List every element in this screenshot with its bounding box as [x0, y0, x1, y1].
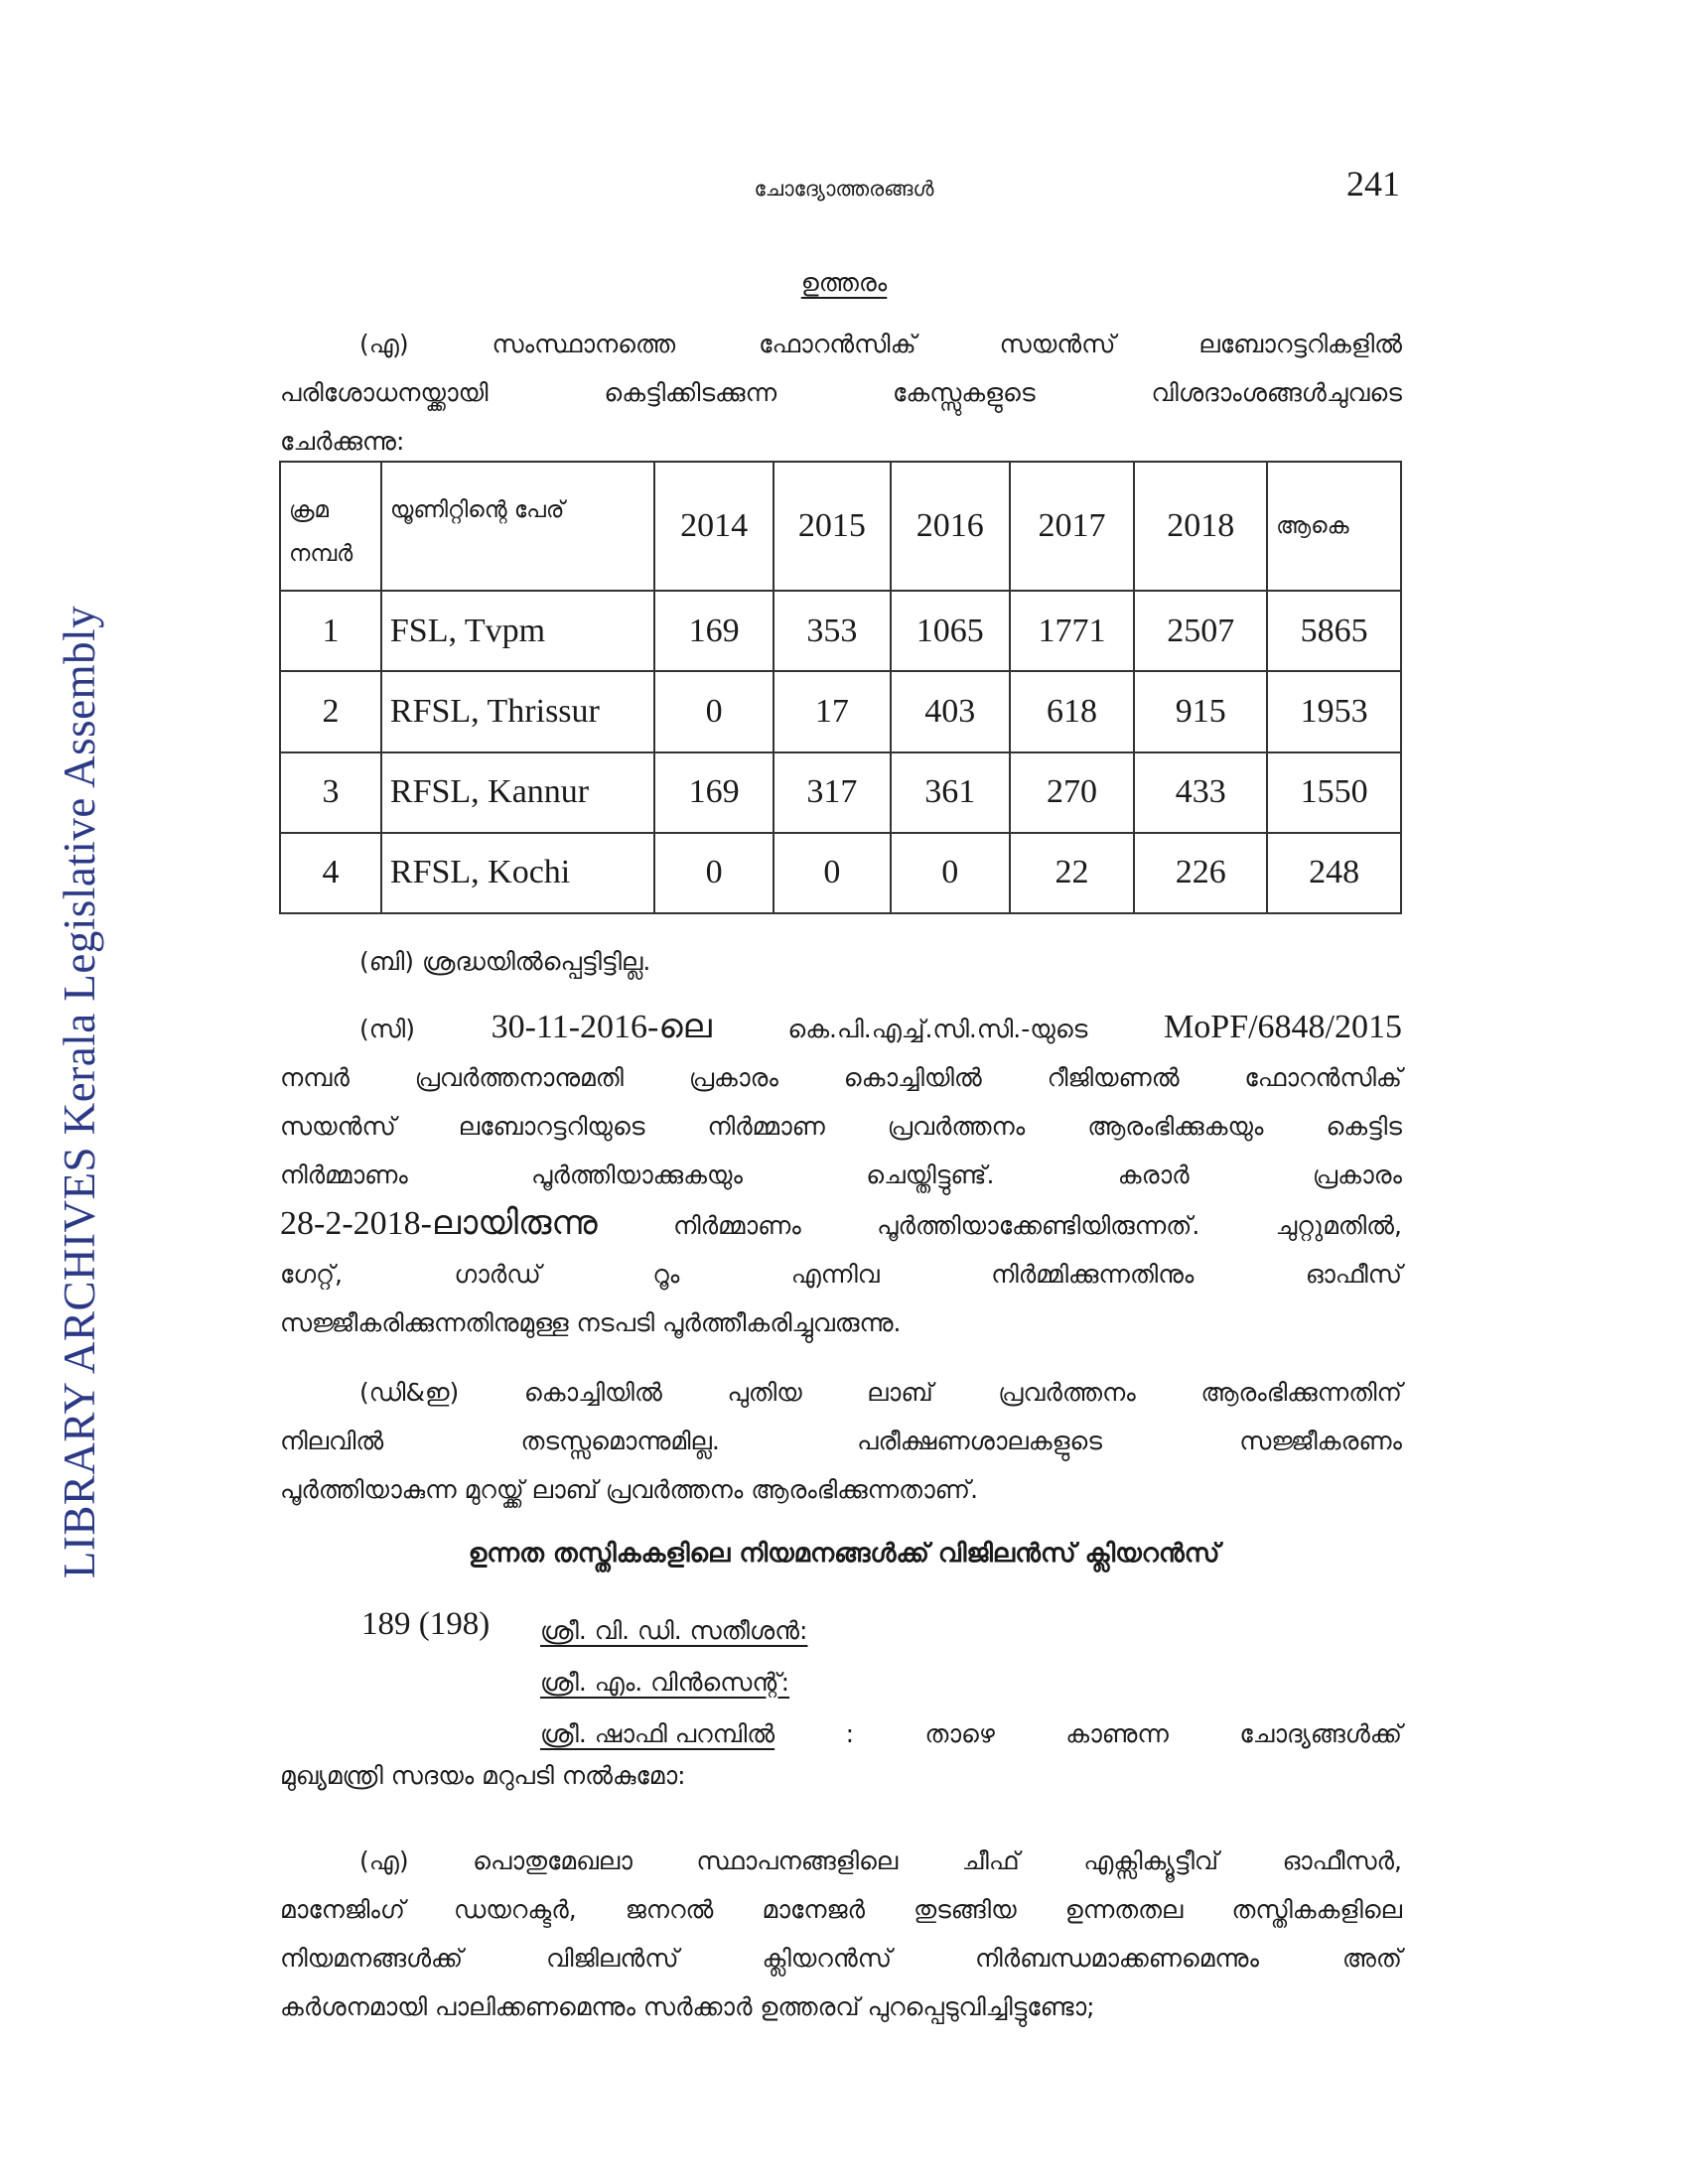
text: വിജിലൻസ് — [546, 1944, 679, 1973]
text: സയൻസ് — [999, 330, 1116, 358]
text: (എ) — [359, 1846, 409, 1875]
question-part-a — [280, 1837, 1402, 2031]
text: ഗേറ്റ്, — [280, 1260, 343, 1289]
text: റീജിയണൽ — [1047, 1063, 1180, 1092]
paragraph-line — [280, 368, 1402, 417]
paragraph-line: പൂർത്തിയാകുന്ന മുറയ്ക്ക് ലാബ് പ്രവർത്തനം ആരംഭിക്കുന്നതാണ്. — [280, 1475, 979, 1504]
text: കൊച്ചിയിൽ — [523, 1378, 662, 1407]
cell-total: 1550 — [1267, 752, 1401, 833]
text: ചെയ്തിട്ടുണ്ട്. — [866, 1160, 995, 1189]
text: : — [845, 1719, 855, 1748]
page-number: 241 — [1346, 164, 1400, 204]
paragraph-line — [280, 1151, 1402, 1199]
header-2014: 2014 — [654, 462, 774, 591]
cell-total: 248 — [1267, 833, 1401, 913]
cell-2015: 317 — [774, 752, 891, 833]
text: പൂർത്തിയാക്കേണ്ടിയിരുന്നത്. — [877, 1211, 1200, 1240]
text: ക്ലിയറൻസ് — [762, 1944, 893, 1973]
question-line — [280, 1600, 1402, 1652]
cell-2017: 618 — [1010, 671, 1135, 751]
text: പ്രകാരം — [688, 1063, 778, 1092]
paragraph-line: സജ്ജീകരിക്കുന്നതിനുമുള്ള നടപടി പൂർത്തീകരിച്ചുവരുന്നു. — [280, 1308, 902, 1337]
cell-unit: RFSL, Kochi — [381, 833, 654, 913]
text: നിയമനങ്ങൾക്ക് — [280, 1944, 464, 1973]
paragraph-c — [280, 1003, 1402, 1347]
text: MoPF/6848/2015 — [1164, 1009, 1402, 1045]
paragraph-line — [280, 1003, 1402, 1053]
paragraph-line — [280, 1199, 1402, 1250]
text: 30-11-2016-ലെ — [491, 1009, 712, 1045]
paragraph-line — [280, 320, 1402, 368]
text: പുതിയ — [727, 1378, 802, 1407]
member-row — [540, 1709, 1402, 1758]
text: പ്രവർത്തനം — [887, 1112, 1026, 1141]
table-row — [280, 833, 1401, 913]
text: പൂർത്തിയാക്കുകയും — [531, 1160, 743, 1189]
cell-2018: 915 — [1134, 671, 1267, 751]
text: ഫോറൻസിക് — [1244, 1063, 1402, 1092]
cell-2017: 22 — [1010, 833, 1135, 913]
text: എന്നിവ — [790, 1260, 880, 1289]
text: മാനേജർ — [762, 1895, 865, 1924]
text: ഡയറക്ടർ, — [453, 1895, 577, 1924]
paragraph-a — [280, 320, 1402, 466]
text: റൂം — [652, 1260, 680, 1289]
text: 28-2-2018-ലായിരുന്നു — [280, 1205, 598, 1242]
header-2017: 2017 — [1010, 462, 1135, 591]
paragraph-line — [280, 1417, 1402, 1465]
cell-unit: FSL, Tvpm — [381, 591, 654, 671]
text: ചുറ്റുമതിൽ, — [1275, 1211, 1402, 1240]
cell-2015: 17 — [774, 671, 891, 751]
cell-total: 1953 — [1267, 671, 1401, 751]
text: കാണുന്ന — [1065, 1719, 1169, 1748]
cell-2018: 226 — [1134, 833, 1267, 913]
text: സ്ഥാപനങ്ങളിലെ — [696, 1846, 899, 1875]
member-name: ശ്രീ. എം. വിൻസെന്റ്: — [540, 1668, 790, 1697]
question-line — [280, 1652, 1402, 1704]
question-line — [280, 1704, 1402, 1755]
cell-unit: RFSL, Kannur — [381, 752, 654, 833]
header-2018: 2018 — [1134, 462, 1267, 591]
text: പൊതുമേഖലാ — [473, 1846, 633, 1875]
text: (സി) — [359, 1015, 415, 1043]
text: ഫോറൻസിക് — [759, 330, 916, 358]
text: (ഡി&ഇ) — [359, 1378, 460, 1407]
question-block — [280, 1600, 1402, 1800]
paragraph-line — [280, 1885, 1402, 1934]
text: കെട്ടിക്കിടക്കുന്ന — [604, 378, 777, 407]
cell-2016: 0 — [891, 833, 1010, 913]
text: ലാബ് — [867, 1378, 933, 1407]
header-total: ആകെ — [1267, 462, 1401, 591]
table-row — [280, 591, 1401, 671]
table-header-row — [280, 462, 1401, 591]
cell-2014: 169 — [654, 591, 774, 671]
text: കൊച്ചിയിൽ — [843, 1063, 982, 1092]
table-row — [280, 752, 1401, 833]
question-number: 189 (198) — [361, 1606, 491, 1642]
text: ഉന്നതതല — [1064, 1895, 1184, 1924]
text: അത് — [1341, 1944, 1403, 1973]
cell-2014: 0 — [654, 671, 774, 751]
paragraph-line — [280, 1934, 1402, 1982]
paragraph-line — [280, 1837, 1402, 1885]
cell-serial: 1 — [280, 591, 381, 671]
text: കെ.പി.എച്ച്.സി.സി.-യുടെ — [787, 1015, 1088, 1043]
text: നിർബന്ധമാക്കണമെന്നും — [975, 1944, 1259, 1973]
cell-unit: RFSL, Thrissur — [381, 671, 654, 751]
paragraph-line — [280, 1053, 1402, 1102]
text: നിലവിൽ — [280, 1427, 384, 1455]
text: പരീക്ഷണശാലകളുടെ — [857, 1427, 1102, 1455]
cell-serial: 2 — [280, 671, 381, 751]
cell-2018: 2507 — [1134, 591, 1267, 671]
text: ചീഫ് — [961, 1846, 1020, 1875]
text: ക്രമ — [289, 497, 329, 523]
text: ലബോറട്ടറിയുടെ — [458, 1112, 645, 1141]
text: പ്രകാരം — [1312, 1160, 1402, 1189]
text: തുടങ്ങിയ — [914, 1895, 1017, 1924]
text: കേസ്സുകളുടെ — [893, 378, 1036, 407]
text: നിർമ്മിക്കുന്നതിനും — [991, 1260, 1195, 1289]
text: നിർമ്മാണം — [280, 1160, 408, 1189]
text: നിർമ്മാണ — [707, 1112, 825, 1141]
text: താഴെ — [924, 1719, 995, 1748]
text: തടസ്സമൊന്നുമില്ല. — [520, 1427, 720, 1455]
text: സംസ്ഥാനത്തെ — [492, 330, 676, 358]
header-2015: 2015 — [774, 462, 891, 591]
paragraph-line: മുഖ്യമന്ത്രി സദയം മറുപടി നൽകുമോ: — [280, 1761, 686, 1790]
text: ഓഫീസ് — [1305, 1260, 1402, 1289]
cell-total: 5865 — [1267, 591, 1401, 671]
paragraph-line: ചേർക്കുന്നു: — [280, 427, 405, 456]
text: ഗാർഡ് — [454, 1260, 541, 1289]
text: നിർമ്മാണം — [673, 1211, 801, 1240]
text: കരാർ — [1117, 1160, 1190, 1189]
text: ആരംഭിക്കുന്നതിന് — [1200, 1378, 1402, 1407]
member-name: ശ്രീ. ഷാഫി പറമ്പിൽ — [540, 1719, 775, 1748]
library-archives-stamp: LIBRARY ARCHIVES Kerala Legislative Assembly — [55, 605, 104, 1579]
header-2016: 2016 — [891, 462, 1010, 591]
text: ലബോറട്ടറികളിൽ — [1198, 330, 1402, 358]
cell-2017: 1771 — [1010, 591, 1135, 671]
text: എക്സിക്യൂട്ടീവ് — [1083, 1846, 1219, 1875]
text: സജ്ജീകരണം — [1239, 1427, 1402, 1455]
cell-2016: 403 — [891, 671, 1010, 751]
text: നമ്പർ — [289, 541, 353, 567]
table-row — [280, 671, 1401, 751]
header-serial-number — [280, 462, 381, 591]
header-unit-name: യൂണിറ്റിന്റെ പേര് — [381, 462, 654, 591]
running-title: ചോദ്യോത്തരങ്ങൾ — [754, 177, 934, 201]
text: (ബി) ശ്രദ്ധയിൽപ്പെട്ടിട്ടില്ല. — [359, 947, 651, 976]
cell-2017: 270 — [1010, 752, 1135, 833]
text: മാനേജിംഗ് — [280, 1895, 405, 1924]
member-name: ശ്രീ. വി. ഡി. സതീശൻ: — [540, 1616, 808, 1645]
answer-heading — [0, 268, 1688, 298]
paragraph-d-e — [280, 1368, 1402, 1514]
section-title: ഉന്നത തസ്തികകളിലെ നിയമനങ്ങൾക്ക് വിജിലൻസ് ക്ലിയറൻസ് — [468, 1539, 1220, 1569]
cell-2015: 353 — [774, 591, 891, 671]
text: വിശദാംശങ്ങൾചുവടെ — [1151, 378, 1402, 407]
text: ഓഫീസർ, — [1282, 1846, 1402, 1875]
text: പ്രവർത്തനം — [998, 1378, 1136, 1407]
cell-serial: 4 — [280, 833, 381, 913]
answer-heading-text: ഉത്തരം — [800, 268, 888, 297]
paragraph-line — [280, 1102, 1402, 1151]
paragraph-line — [280, 1250, 1402, 1298]
paragraph-line — [280, 1368, 1402, 1417]
text: പരിശോധനയ്ക്കായി — [280, 378, 489, 407]
text: നമ്പർ — [280, 1063, 350, 1092]
cell-2014: 0 — [654, 833, 774, 913]
cell-2016: 361 — [891, 752, 1010, 833]
paragraph-line: കർശനമായി പാലിക്കണമെന്നും സർക്കാർ ഉത്തരവ് പുറപ്പെടുവിച്ചിട്ടുണ്ടോ; — [280, 1992, 1095, 2021]
text: സയൻസ് — [280, 1112, 396, 1141]
cell-2015: 0 — [774, 833, 891, 913]
cell-2014: 169 — [654, 752, 774, 833]
text: (എ) — [359, 330, 409, 358]
pending-cases-table — [279, 461, 1402, 914]
cell-serial: 3 — [280, 752, 381, 833]
text: പ്രവർത്തനാനുമതി — [414, 1063, 624, 1092]
text: ആരംഭിക്കുകയും — [1087, 1112, 1264, 1141]
text: ചോദ്യങ്ങൾക്ക് — [1239, 1719, 1402, 1748]
text: ജനറൽ — [625, 1895, 714, 1924]
text: തസ്തികകളിലെ — [1231, 1895, 1403, 1924]
paragraph-line — [280, 937, 1402, 986]
paragraph-b — [280, 937, 1402, 986]
cell-2018: 433 — [1134, 752, 1267, 833]
cell-2016: 1065 — [891, 591, 1010, 671]
text: കെട്ടിട — [1326, 1112, 1402, 1141]
